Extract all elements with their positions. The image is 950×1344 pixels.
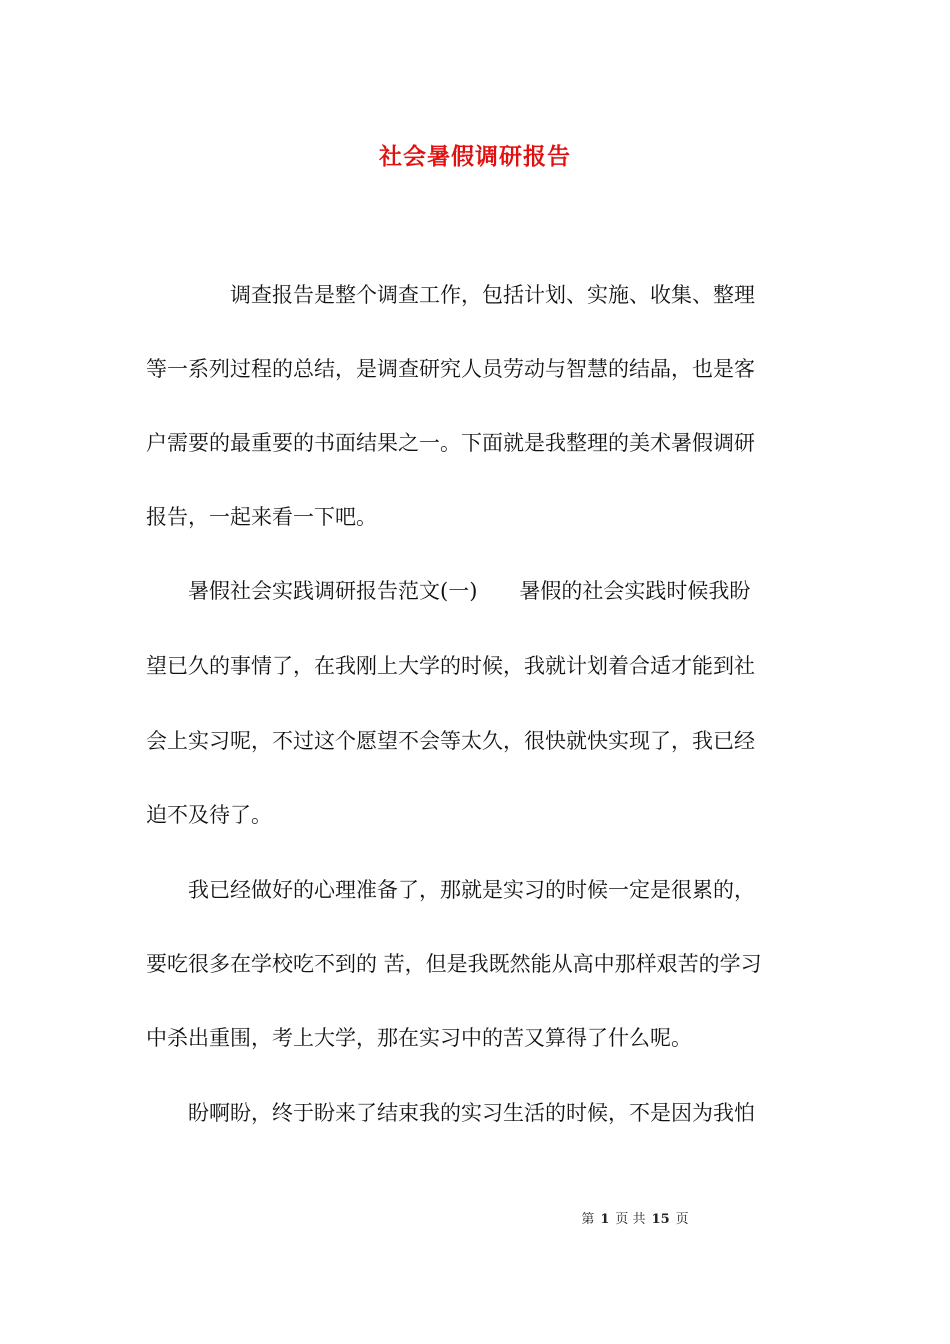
footer-middle: 页 共: [615, 1212, 646, 1227]
footer-total-pages: 15: [651, 1212, 670, 1227]
body-line: 调查报告是整个调查工作，包括计划、实施、收集、整理: [146, 283, 755, 307]
footer-suffix: 页: [675, 1212, 689, 1227]
body-line: 报告，一起来看一下吧。: [146, 505, 377, 529]
footer-page-number: 1: [600, 1212, 610, 1227]
body-line: 迫不及待了。: [146, 803, 272, 827]
document-title: 社会暑假调研报告: [379, 143, 571, 170]
footer-prefix: 第: [581, 1212, 595, 1227]
body-line: 会上实习呢，不过这个愿望不会等太久，很快就快实现了，我已经: [146, 729, 755, 753]
body-line: 我已经做好的心理准备了，那就是实习的时候一定是很累的，: [146, 878, 755, 902]
body-line: 望已久的事情了，在我刚上大学的时候，我就计划着合适才能到社: [146, 654, 755, 678]
page-footer: [0, 1208, 950, 1227]
body-line: 等一系列过程的总结，是调查研究人员劳动与智慧的结晶，也是客: [146, 357, 755, 381]
body-line: 暑假社会实践调研报告范文(一) 暑假的社会实践时候我盼: [146, 579, 751, 603]
body-line: 户需要的最重要的书面结果之一。下面就是我整理的美术暑假调研: [146, 431, 755, 455]
body-line: 要吃很多在学校吃不到的 苦，但是我既然能从高中那样艰苦的学习: [146, 952, 762, 976]
body-line: 中杀出重围，考上大学，那在实习中的苦又算得了什么呢。: [146, 1026, 692, 1050]
body-line: 盼啊盼，终于盼来了结束我的实习生活的时候，不是因为我怕: [146, 1101, 755, 1125]
